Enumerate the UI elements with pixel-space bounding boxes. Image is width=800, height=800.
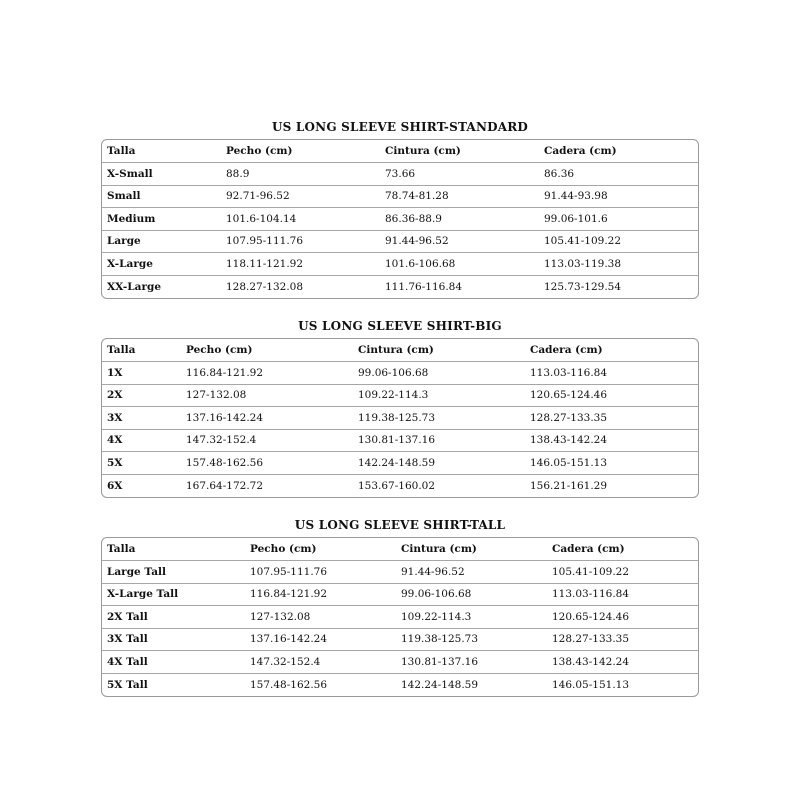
waist-value: 109.22-114.3 [353, 384, 525, 407]
table-row [102, 561, 698, 584]
size-table [102, 140, 698, 298]
hip-value: 86.36 [539, 163, 698, 186]
waist-value: 99.06-106.68 [353, 362, 525, 385]
waist-value: 130.81-137.16 [396, 651, 547, 674]
table-row [102, 606, 698, 629]
table-row [102, 208, 698, 231]
chest-value: 88.9 [221, 163, 380, 186]
chest-value: 147.32-152.4 [245, 651, 396, 674]
chest-value: 137.16-142.24 [181, 407, 353, 430]
column-header: Talla [107, 543, 136, 555]
column-header: Talla [107, 344, 136, 356]
size-section-standard [101, 117, 699, 299]
table-header-row [102, 538, 698, 561]
table-row [102, 275, 698, 298]
table-row [102, 185, 698, 208]
hip-value: 113.03-116.84 [547, 583, 698, 606]
hip-value: 146.05-151.13 [547, 673, 698, 696]
hip-value: 91.44-93.98 [539, 185, 698, 208]
column-header: Cintura (cm) [401, 543, 477, 555]
waist-value: 91.44-96.52 [396, 561, 547, 584]
table-row [102, 583, 698, 606]
hip-value: 128.27-133.35 [525, 407, 698, 430]
size-label: 2X Tall [102, 606, 245, 629]
chest-value: 116.84-121.92 [181, 362, 353, 385]
section-title: US LONG SLEEVE SHIRT-BIG [298, 319, 502, 333]
hip-value: 120.65-124.46 [525, 384, 698, 407]
size-section-big [101, 316, 699, 498]
size-table [102, 339, 698, 497]
hip-value: 146.05-151.13 [525, 452, 698, 475]
waist-value: 91.44-96.52 [380, 230, 539, 253]
column-header: Cintura (cm) [358, 344, 434, 356]
waist-value: 86.36-88.9 [380, 208, 539, 231]
column-header: Pecho (cm) [186, 344, 253, 356]
table-header-row [102, 140, 698, 163]
table-header-row [102, 339, 698, 362]
size-label: X-Large [102, 253, 221, 276]
size-label: 2X [102, 384, 181, 407]
table-row [102, 651, 698, 674]
size-table-container [101, 139, 699, 299]
table-row [102, 253, 698, 276]
chest-value: 101.6-104.14 [221, 208, 380, 231]
hip-value: 105.41-109.22 [539, 230, 698, 253]
waist-value: 130.81-137.16 [353, 429, 525, 452]
chest-value: 127-132.08 [245, 606, 396, 629]
size-label: 6X [102, 474, 181, 497]
hip-value: 105.41-109.22 [547, 561, 698, 584]
waist-value: 101.6-106.68 [380, 253, 539, 276]
chest-value: 137.16-142.24 [245, 628, 396, 651]
table-row [102, 628, 698, 651]
table-row [102, 452, 698, 475]
waist-value: 111.76-116.84 [380, 275, 539, 298]
size-label: 5X [102, 452, 181, 475]
hip-value: 113.03-119.38 [539, 253, 698, 276]
table-row [102, 673, 698, 696]
chest-value: 157.48-162.56 [181, 452, 353, 475]
hip-value: 156.21-161.29 [525, 474, 698, 497]
size-label: 3X [102, 407, 181, 430]
section-title: US LONG SLEEVE SHIRT-STANDARD [271, 120, 529, 134]
size-label: 3X Tall [102, 628, 245, 651]
column-header: Cadera (cm) [552, 543, 625, 555]
table-row [102, 429, 698, 452]
column-header: Pecho (cm) [250, 543, 317, 555]
hip-value: 120.65-124.46 [547, 606, 698, 629]
waist-value: 153.67-160.02 [353, 474, 525, 497]
table-row [102, 474, 698, 497]
table-row [102, 384, 698, 407]
size-label: XX-Large [102, 275, 221, 298]
size-label: Small [102, 185, 221, 208]
column-header: Cadera (cm) [530, 344, 603, 356]
size-table-container [101, 537, 699, 697]
column-header: Cintura (cm) [385, 145, 461, 157]
size-label: 5X Tall [102, 673, 245, 696]
hip-value: 138.43-142.24 [547, 651, 698, 674]
chest-value: 147.32-152.4 [181, 429, 353, 452]
size-table-container [101, 338, 699, 498]
waist-value: 119.38-125.73 [396, 628, 547, 651]
waist-value: 142.24-148.59 [396, 673, 547, 696]
waist-value: 73.66 [380, 163, 539, 186]
chest-value: 107.95-111.76 [221, 230, 380, 253]
table-row [102, 230, 698, 253]
column-header: Cadera (cm) [544, 145, 617, 157]
size-label: 4X [102, 429, 181, 452]
waist-value: 119.38-125.73 [353, 407, 525, 430]
chest-value: 157.48-162.56 [245, 673, 396, 696]
chest-value: 128.27-132.08 [221, 275, 380, 298]
size-label: X-Small [102, 163, 221, 186]
hip-value: 99.06-101.6 [539, 208, 698, 231]
hip-value: 113.03-116.84 [525, 362, 698, 385]
size-label: Large [102, 230, 221, 253]
size-label: Medium [102, 208, 221, 231]
hip-value: 128.27-133.35 [547, 628, 698, 651]
column-header: Talla [107, 145, 136, 157]
waist-value: 109.22-114.3 [396, 606, 547, 629]
chest-value: 116.84-121.92 [245, 583, 396, 606]
column-header: Pecho (cm) [226, 145, 293, 157]
table-row [102, 362, 698, 385]
size-table [102, 538, 698, 696]
hip-value: 125.73-129.54 [539, 275, 698, 298]
waist-value: 78.74-81.28 [380, 185, 539, 208]
size-label: 4X Tall [102, 651, 245, 674]
table-row [102, 407, 698, 430]
chest-value: 127-132.08 [181, 384, 353, 407]
size-label: 1X [102, 362, 181, 385]
chest-value: 167.64-172.72 [181, 474, 353, 497]
size-label: X-Large Tall [102, 583, 245, 606]
chest-value: 118.11-121.92 [221, 253, 380, 276]
hip-value: 138.43-142.24 [525, 429, 698, 452]
size-section-tall [101, 515, 699, 697]
waist-value: 142.24-148.59 [353, 452, 525, 475]
waist-value: 99.06-106.68 [396, 583, 547, 606]
chest-value: 107.95-111.76 [245, 561, 396, 584]
size-label: Large Tall [102, 561, 245, 584]
chest-value: 92.71-96.52 [221, 185, 380, 208]
section-title: US LONG SLEEVE SHIRT-TALL [294, 518, 506, 532]
table-row [102, 163, 698, 186]
